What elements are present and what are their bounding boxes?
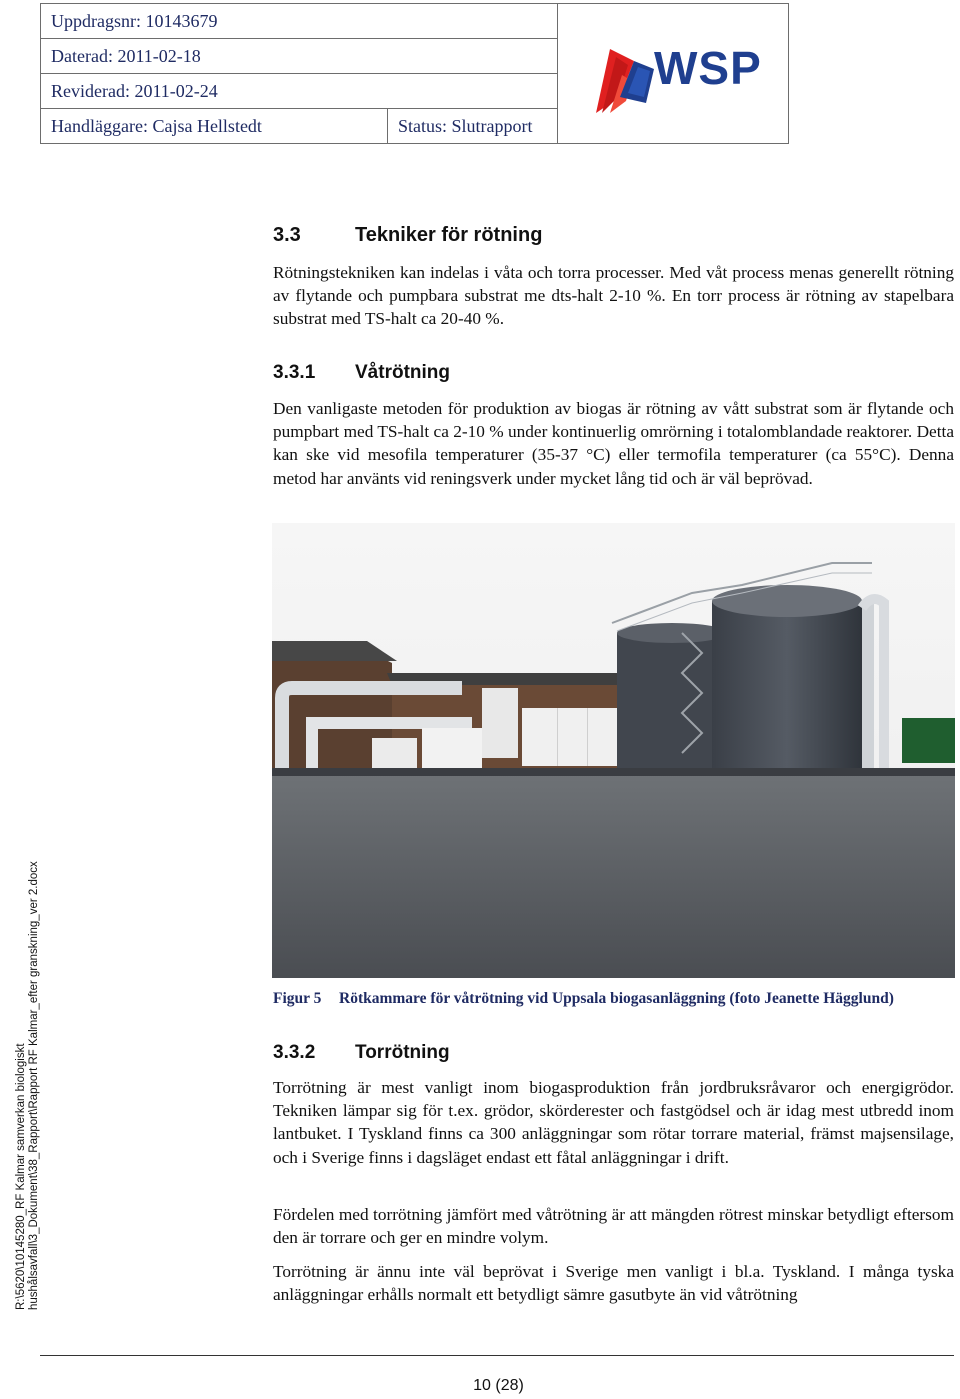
page-number: 10 (28): [473, 1377, 524, 1394]
paragraph-3-3-2-b: Fördelen med torrötning jämfört med våtrötning är att mängden rötrest minskar betydligt eftersom den är torrare och ger en mindre volym.: [273, 1205, 954, 1248]
section-heading-3-3-2: [273, 1042, 450, 1064]
paragraph-3-3-2-a: Torrötning är mest vanligt inom biogasproduktion från jordbruksråvaror och energigrödor. Tekniken lämpar sig för t.ex. grödor, skörderester och fastgödsel och är idag mest utbredd inom lantbuket. I Tyskland finns ca 300 anläggningar som rötar torrare material, främst majsensilage, och i Sverige finns i dagsläget endast ett fåtal anläggningar i drift.: [273, 1078, 954, 1167]
footer-rule: [40, 1355, 954, 1356]
section-heading-3-3-1: [273, 362, 450, 384]
section-number: 3.3: [273, 224, 301, 246]
file-path-line-2: hushålsavfall\3_Dokument\38_Rapport\Rapport RF Kalmar_efter granskning_ver 2.docx: [28, 861, 40, 1310]
reviderad: Reviderad: 2011-02-24: [41, 74, 558, 109]
document-header: [40, 3, 789, 144]
biogas-plant-photo: [272, 523, 955, 978]
section-heading-3-3: [273, 224, 542, 247]
paragraph-3-3: Rötningstekniken kan indelas i våta och torra processer. Med våt process menas generellt rötning av flytande och pumpbara substrat me dts-halt 2-10 %. En torr process är rötning av stapelbara substrat med TS-halt ca 20-40 %.: [273, 263, 954, 329]
logo-cell: [558, 4, 789, 144]
wsp-logo: [558, 5, 788, 143]
handlaggare: Handläggare: Cajsa Hellstedt: [41, 109, 388, 144]
section-number: 3.3.1: [273, 362, 316, 383]
daterad: Daterad: 2011-02-18: [41, 39, 558, 74]
file-path-line-1: R:\5620\10145280_RF Kalmar samverkan biologiskt: [15, 1043, 27, 1310]
status: Status: Slutrapport: [388, 109, 558, 144]
section-number: 3.3.2: [273, 1042, 316, 1063]
section-title: Torrötning: [355, 1042, 450, 1063]
section-title: Våtrötning: [355, 362, 450, 383]
file-path-margin: [15, 861, 41, 1310]
paragraph-3-3-1: Den vanligaste metoden för produktion av biogas är rötning av vått substrat som är flytande och pumpbart med TS-halt ca 2-10 % under kontinuerlig omrörning i totalomblandade reaktorer. Detta kan ske vid mesofila temperaturer (35-37 °C) eller termofila temperaturer (ca 55°C). Denna metod har använts vid reningsverk under mycket lång tid och är väl beprövad.: [273, 399, 954, 488]
section-title: Tekniker för rötning: [355, 224, 543, 246]
uppdragsnr: Uppdragsnr: 10143679: [41, 4, 558, 39]
figure-label: Figur 5: [273, 990, 322, 1007]
figure-caption: [273, 990, 894, 1008]
paragraph-3-3-2-c: Torrötning är ännu inte väl beprövat i Sverige men vanligt i bl.a. Tyskland. I många tyska anläggningar erhålls normalt ett betydligt sämre gasutbyte än vid våtrötning: [273, 1262, 954, 1305]
wsp-logo-text: WSP: [654, 41, 762, 94]
figure-caption-text: Rötkammare för våtrötning vid Uppsala biogasanläggning (foto Jeanette Hägglund): [339, 990, 894, 1007]
photo-illustration: [272, 523, 955, 978]
